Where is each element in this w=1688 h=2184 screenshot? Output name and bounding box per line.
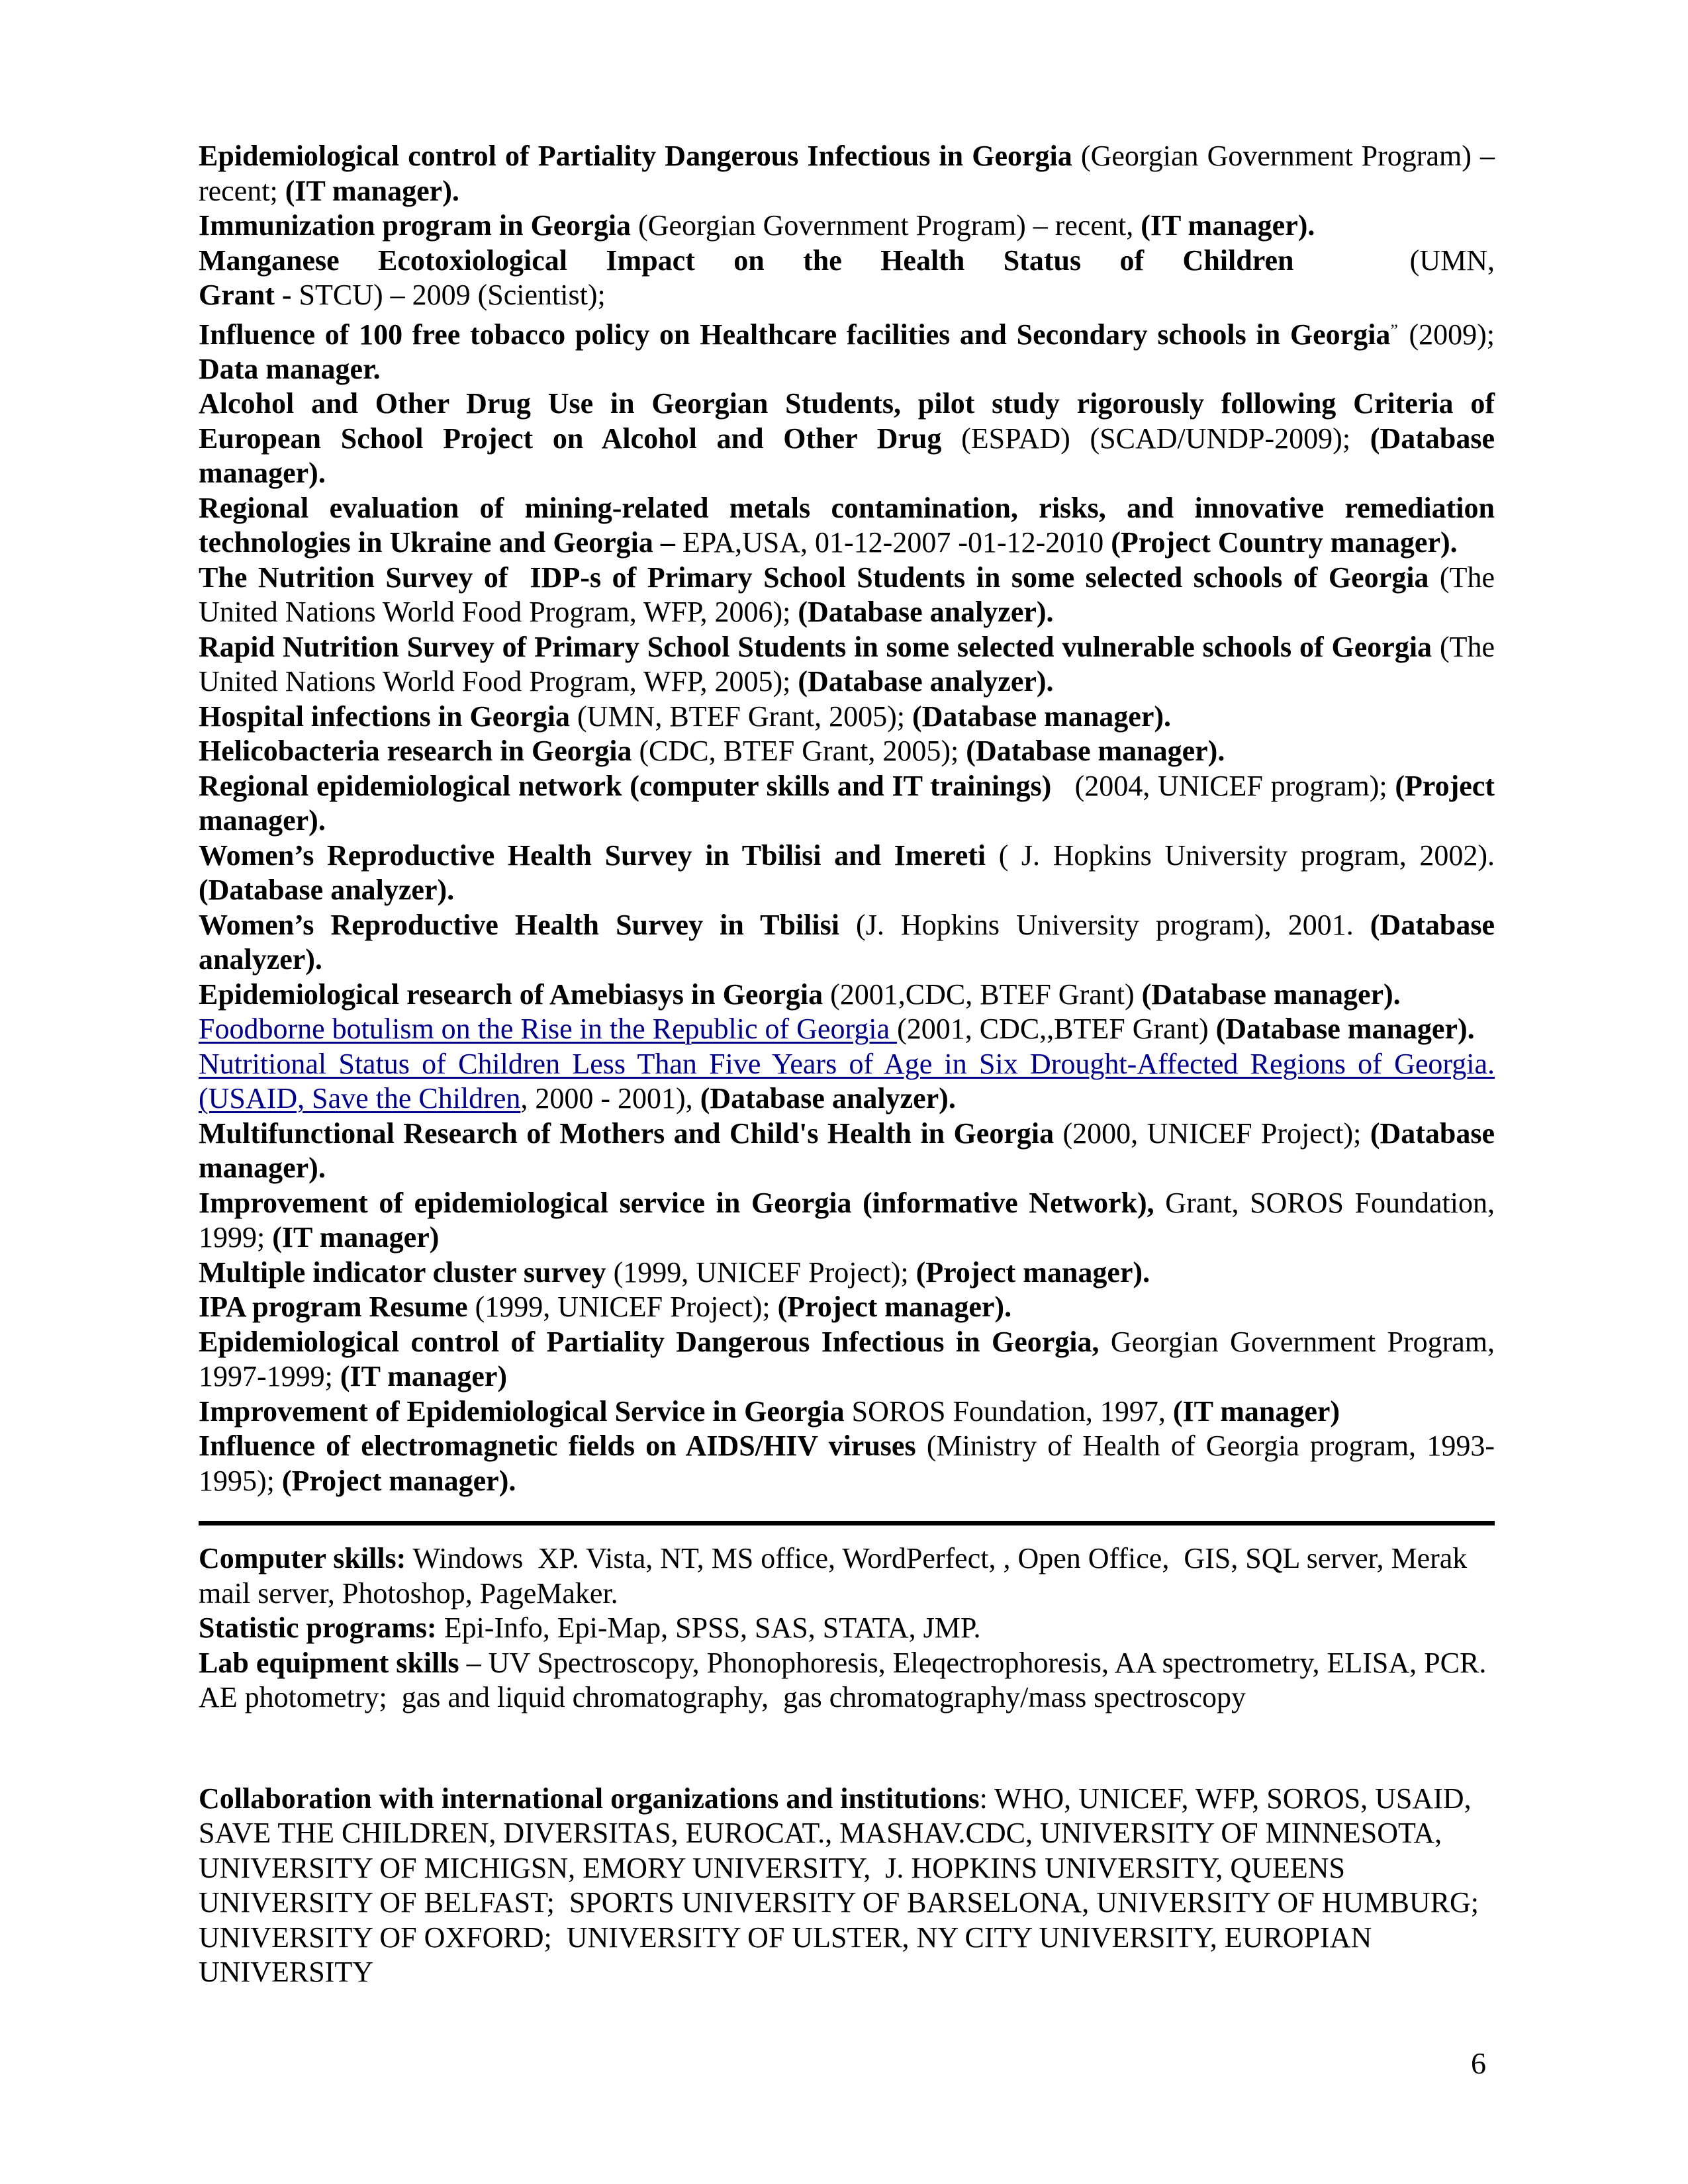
bold-text-run: (Database analyzer). — [798, 665, 1054, 698]
bold-text-run: Multifunctional Research of Mothers and Child's Health in Georgia — [199, 1116, 1055, 1150]
text-run: (1999, UNICEF Project); — [467, 1291, 778, 1324]
project-paragraph — [199, 491, 1495, 561]
bold-text-run: Epidemiological research of Amebiasys in Georgia — [199, 978, 823, 1011]
project-paragraph — [199, 278, 1495, 313]
project-paragraph — [199, 561, 1495, 630]
bold-text-run: Hospital infections in Georgia — [199, 700, 570, 733]
bold-text-run: Improvement of epidemiological service in Georgia (informative Network), — [199, 1186, 1154, 1219]
text-run: (2009); — [1399, 318, 1495, 351]
project-paragraph — [199, 839, 1495, 908]
bold-text-run: (Database analyzer). — [798, 596, 1054, 629]
bold-text-run: IPA program Resume — [199, 1291, 468, 1324]
project-paragraph — [199, 1394, 1495, 1430]
bold-text-run: Alcohol and Other Drug Use in Georgian Students, pilot study rigorously following Criteria of European School Project on Alcohol and Other Drug — [199, 387, 1495, 455]
collaboration-paragraph — [199, 1782, 1495, 1990]
bold-text-run: Manganese Ecotoxiological Impact on the Health Status of Children — [199, 244, 1294, 277]
bold-text-run: (Project manager). — [199, 769, 1495, 837]
bold-text-run: (IT manager) — [1172, 1394, 1340, 1428]
text-run: STCU) – 2009 (Scientist); — [299, 279, 606, 311]
bold-text-run: (Database analyzer). — [199, 874, 455, 907]
section-divider — [199, 1521, 1495, 1525]
bold-text-run: (Project manager). — [915, 1255, 1150, 1289]
text-run: ( J. Hopkins University program, 2002). — [986, 839, 1495, 872]
bold-text-run: (IT manager). — [285, 174, 459, 207]
bold-text-run: Influence of electromagnetic fields on AIDS/HIV viruses — [199, 1430, 916, 1463]
text-run: (The United Nations World Food Program, WFP, 2005); — [199, 630, 1495, 698]
project-paragraph — [199, 1325, 1495, 1394]
bold-text-run: (Project manager). — [281, 1464, 516, 1497]
project-paragraph — [199, 1047, 1495, 1116]
project-paragraph — [199, 1186, 1495, 1255]
skill-paragraph — [199, 1541, 1495, 1611]
skill-paragraph — [199, 1611, 1495, 1646]
bold-text-run: Helicobacteria research in Georgia — [199, 735, 632, 768]
bold-text-run: Statistic programs: — [199, 1612, 437, 1645]
skills-section — [199, 1541, 1495, 1715]
text-run: Windows XP. Vista, NT, MS office, WordPerfect, , Open Office, GIS, SQL server, Merak mail server, Photoshop, PageMaker. — [199, 1542, 1468, 1610]
page-number: 6 — [1471, 2046, 1486, 2080]
text-run: (1999, UNICEF Project); — [606, 1255, 916, 1289]
bold-text-run: Rapid Nutrition Survey of Primary School Students in some selected vulnerable schools of Georgia — [199, 630, 1432, 663]
bold-text-run: Collaboration with international organizations and institutions — [199, 1782, 980, 1815]
bold-text-run: (Database manager). — [1215, 1013, 1475, 1046]
text-run: (2001, CDC,,BTEF Grant) — [897, 1013, 1216, 1046]
bold-text-run: (Project Country manager). — [1111, 526, 1458, 559]
bold-text-run: (Database manager). — [199, 422, 1495, 490]
bold-text-run: (Database manager). — [1141, 978, 1401, 1011]
bold-text-run: (Database manager). — [199, 1116, 1495, 1185]
bold-text-run: (IT manager) — [272, 1221, 440, 1254]
text-run: (J. Hopkins University program), 2001. — [839, 908, 1370, 941]
projects-list — [199, 139, 1495, 1498]
document-content — [199, 139, 1495, 1990]
text-run: (UMN, BTEF Grant, 2005); — [570, 700, 912, 733]
project-paragraph — [199, 387, 1495, 491]
bold-text-run: Women’s Reproductive Health Survey in Tbilisi and Imereti — [199, 839, 986, 872]
project-paragraph — [199, 769, 1495, 839]
bold-text-run: Women’s Reproductive Health Survey in Tbilisi — [199, 908, 839, 941]
bold-text-run: Data manager. — [199, 352, 381, 385]
superscript-quote: ” — [1390, 320, 1399, 340]
bold-text-run: (IT manager) — [340, 1360, 508, 1393]
text-run: : WHO, UNICEF, WFP, SOROS, USAID, SAVE THE CHILDREN, DIVERSITAS, EUROCAT., MASHAV.CDC, UNIVERSITY OF MINNESOTA, UNIVERSITY OF MICHIGSN, EMORY UNIVERSITY, J. HOPKINS UNIVERSITY, QUEENS UNIVERSITY OF BELFAST; SPORTS UNIVERSITY OF BARSELONA, UNIVERSITY OF HUMBURG; UNIVERSITY OF OXFORD; UNIVERSITY OF ULSTER, NY CITY UNIVERSITY, EUROPIAN UNIVERSITY — [199, 1782, 1479, 1989]
text-run: (Georgian Government Program) – recent, — [631, 209, 1141, 242]
bold-text-run: (Database analyzer). — [199, 908, 1495, 976]
text-run: (UMN, — [1293, 244, 1495, 277]
project-paragraph — [199, 978, 1495, 1013]
collaboration-section — [199, 1782, 1495, 1990]
project-paragraph — [199, 1012, 1495, 1047]
project-paragraph — [199, 908, 1495, 978]
bold-text-run: Computer skills: — [199, 1542, 406, 1575]
bold-text-run: Influence of 100 free tobacco policy on Healthcare facilities and Secondary schools in Georgia — [199, 318, 1391, 351]
text-run: EPA,USA, 01-12-2007 -01-12-2010 — [682, 526, 1111, 559]
bold-text-run: Immunization program in Georgia — [199, 209, 632, 242]
text-run: , 2000 - 2001), — [520, 1082, 700, 1115]
bold-text-run: Lab equipment skills — [199, 1646, 459, 1679]
bold-text-run: Multiple indicator cluster survey — [199, 1255, 606, 1289]
bold-text-run: Regional evaluation of mining-related metals contamination, risks, and innovative remediation technologies in Ukraine and Georgia – — [199, 491, 1495, 559]
project-paragraph — [199, 1429, 1495, 1498]
bold-text-run: Grant - — [199, 279, 299, 311]
project-paragraph — [199, 1116, 1495, 1186]
project-paragraph — [199, 139, 1495, 208]
text-run: (Ministry of Health of Georgia program, 1993-1995); — [199, 1430, 1495, 1497]
text-run: SOROS Foundation, 1997, — [844, 1394, 1173, 1428]
project-paragraph — [199, 208, 1495, 244]
text-run: (ESPAD) (SCAD/UNDP-2009); — [941, 422, 1370, 455]
bold-text-run: Regional epidemiological network (computer skills and IT trainings) — [199, 769, 1052, 802]
text-run: (2004, UNICEF program); — [1051, 769, 1395, 802]
text-run: – UV Spectroscopy, Phonophoresis, Eleqectrophoresis, AA spectrometry, ELISA, PCR. AE photometry; gas and liquid chromatography, gas chromatography/mass spectroscopy — [199, 1646, 1487, 1714]
doc-link[interactable]: Nutritional Status of Children Less Than Five Years of Age in Six Drought-Affected Regions of Georgia. (USAID, Save the Children — [199, 1047, 1495, 1115]
text-run: (The United Nations World Food Program, WFP, 2006); — [199, 561, 1495, 629]
text-run: (2001,CDC, BTEF Grant) — [823, 978, 1142, 1011]
project-paragraph — [199, 244, 1495, 279]
skill-paragraph — [199, 1646, 1495, 1715]
bold-text-run: (Project manager). — [777, 1291, 1012, 1324]
bold-text-run: (IT manager). — [1141, 209, 1315, 242]
bold-text-run: (Database manager). — [966, 735, 1225, 768]
project-paragraph — [199, 1255, 1495, 1291]
bold-text-run: (Database analyzer). — [700, 1082, 956, 1115]
text-run: (2000, UNICEF Project); — [1054, 1116, 1370, 1150]
bold-text-run: (Database manager). — [912, 700, 1172, 733]
text-run: (CDC, BTEF Grant, 2005); — [632, 735, 966, 768]
project-paragraph — [199, 1290, 1495, 1325]
project-paragraph — [199, 630, 1495, 700]
text-run: Georgian Government Program, 1997-1999; — [199, 1325, 1495, 1393]
doc-link[interactable]: Foodborne botulism on the Rise in the Republic of Georgia — [199, 1013, 898, 1046]
project-paragraph — [199, 313, 1495, 387]
bold-text-run: Epidemiological control of Partiality Dangerous Infectious in Georgia, — [199, 1325, 1100, 1358]
text-run: (Georgian Government Program) – recent; — [199, 140, 1495, 207]
text-run: Grant, SOROS Foundation, 1999; — [199, 1186, 1495, 1254]
project-paragraph — [199, 700, 1495, 735]
project-paragraph — [199, 734, 1495, 769]
bold-text-run: Improvement of Epidemiological Service in Georgia — [199, 1394, 845, 1428]
text-run: Epi-Info, Epi-Map, SPSS, SAS, STATA, JMP. — [436, 1612, 981, 1645]
bold-text-run: The Nutrition Survey of IDP-s of Primary School Students in some selected schools of Georgia — [199, 561, 1429, 594]
bold-text-run: Epidemiological control of Partiality Dangerous Infectious in Georgia — [199, 140, 1072, 172]
